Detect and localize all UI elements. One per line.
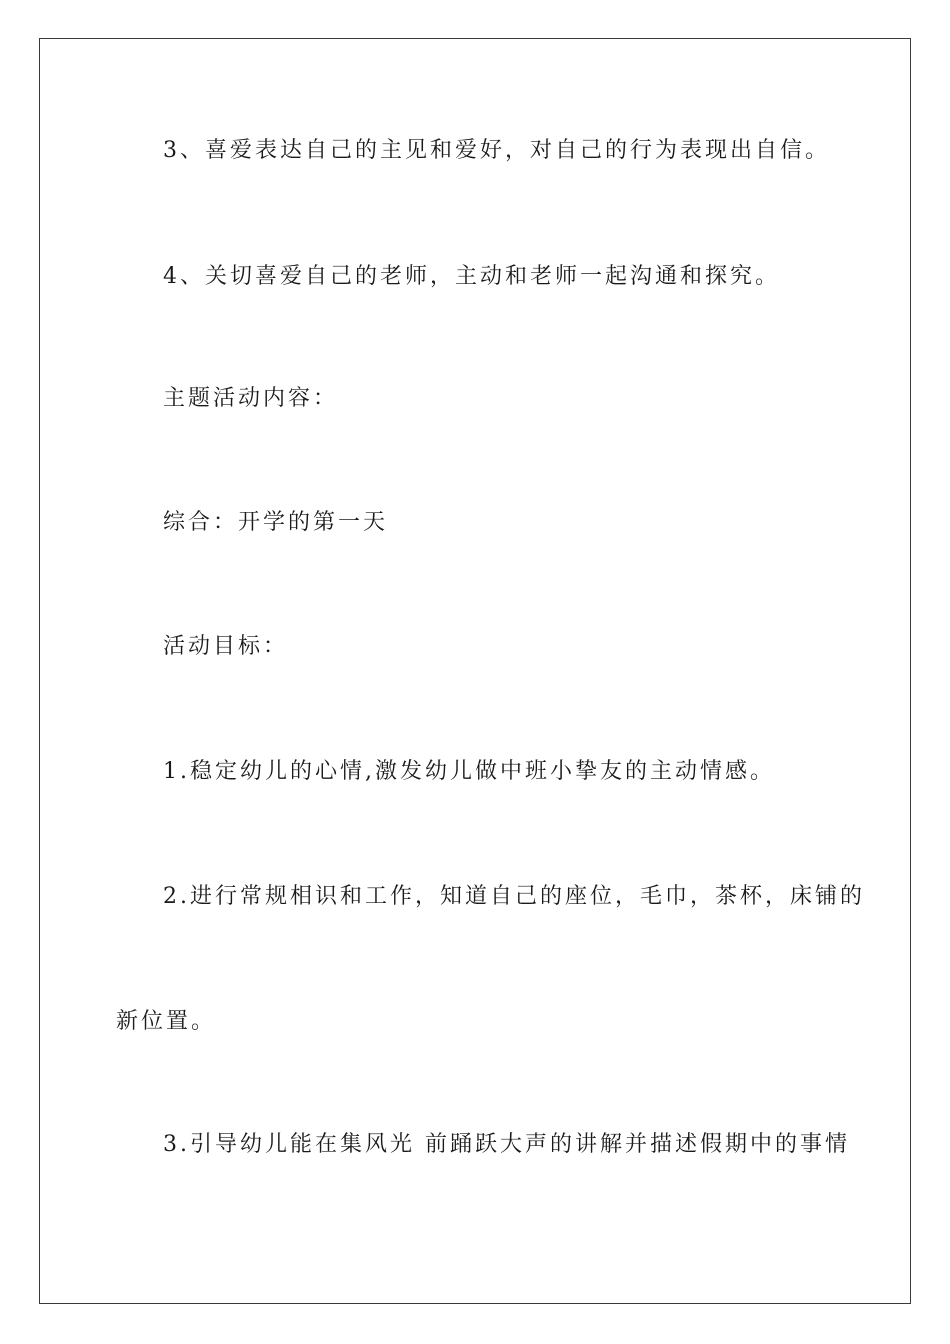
goal-item-4: 4、关切喜爱自己的老师，主动和老师一起沟通和探究。 [163,264,780,289]
activity-title: 综合：开学的第一天 [163,510,389,535]
section-heading-goals: 活动目标： [163,634,289,659]
objective-item-3: 3.引导幼儿能在集风光 前踊跃大声的讲解并描述假期中的事情 [163,1132,850,1157]
objective-item-1: 1.稳定幼儿的心情,激发幼儿做中班小挚友的主动情感。 [163,759,775,784]
goal-item-3: 3、喜爱表达自己的主见和爱好，对自己的行为表现出自信。 [163,138,830,163]
section-heading-content: 主题活动内容： [163,386,339,411]
objective-item-2: 2.进行常规相识和工作，知道自己的座位，毛巾，茶杯，床铺的 [163,884,865,909]
objective-item-2-continued: 新位置。 [116,1009,217,1034]
page-border [39,38,911,1304]
